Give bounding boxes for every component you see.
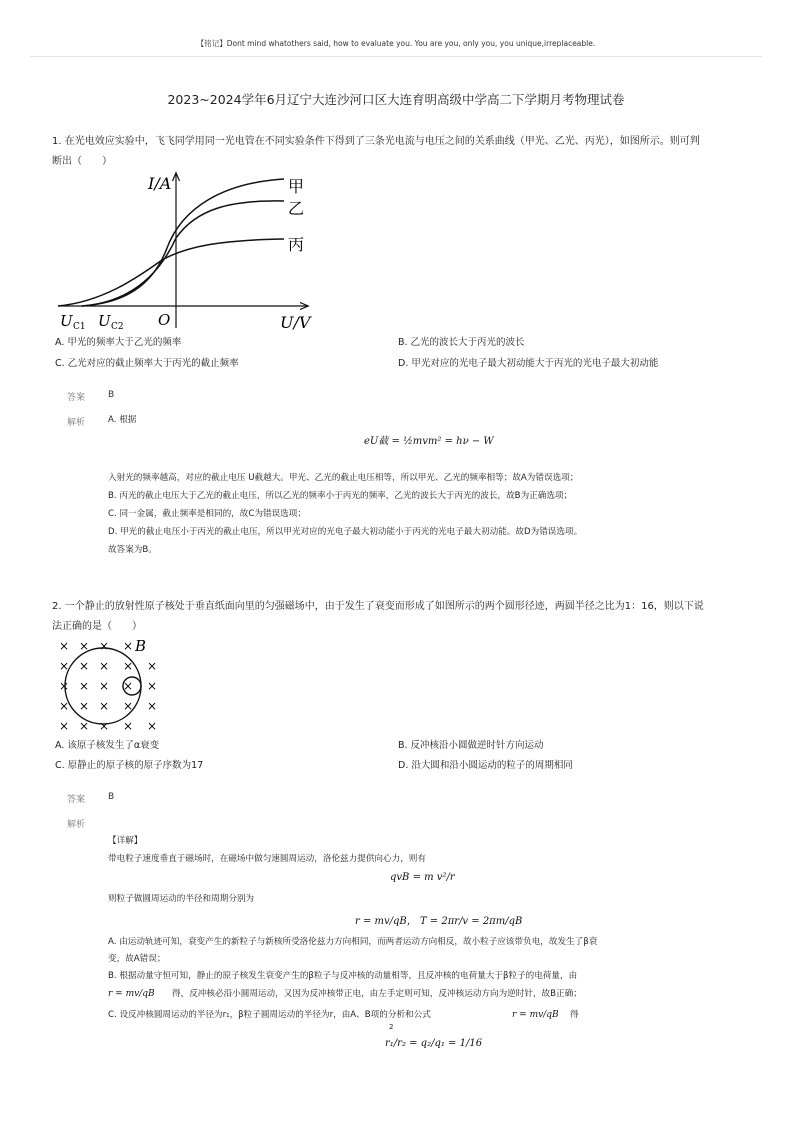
q1-answer: B <box>108 390 115 400</box>
q2-option-c: C. 原静止的原子核的原子序数为17 <box>55 760 204 771</box>
q2-formula-r-2: r = mv/qB <box>512 1010 559 1020</box>
label-yi: 乙 <box>288 199 305 218</box>
q2-subscript-2: 2 <box>389 1023 394 1031</box>
y-axis-label: I/A <box>148 174 172 193</box>
q2-analysis-line-4b: 得，反冲核必沿小圆周运动，又因为反冲核带正电，由左手定则可知，反冲核运动方向为逆时针，故B正确； <box>172 989 582 999</box>
field-cross: × <box>59 659 70 673</box>
field-cross: × <box>79 679 90 693</box>
curve-jia <box>82 179 284 306</box>
q2-analysis-line-5-end: 得 <box>570 1010 579 1020</box>
field-cross: × <box>123 639 134 653</box>
q2-stem-line2: 法正确的是（ ） <box>52 621 142 632</box>
field-cross: × <box>147 679 158 693</box>
q2-answer-label: 答案 <box>67 795 86 805</box>
q2-magnetic-field-figure <box>55 632 165 734</box>
field-label-b: B <box>135 637 147 655</box>
q1-stem-line2: 断出（ ） <box>52 156 112 167</box>
field-cross: × <box>147 719 158 733</box>
page-title: 2023~2024学年6月辽宁大连沙河口区大连育明高级中学高二下学期月考物理试卷 <box>167 92 625 107</box>
q2-analysis-line-1: 带电粒子速度垂直于磁场时，在磁场中做匀速圆周运动，洛伦兹力提供向心力，则有 <box>108 854 426 864</box>
field-cross: × <box>79 699 90 713</box>
header-motto: 【铭记】Dont mind whatothers said, how to evaluate you. You are you, only you, you unique,irreplaceable. <box>196 39 596 48</box>
q1-analysis-label: 解析 <box>67 418 86 428</box>
label-jia: 甲 <box>288 177 305 196</box>
field-cross: × <box>123 679 134 693</box>
field-cross: × <box>99 719 110 733</box>
field-cross: × <box>79 719 90 733</box>
field-cross: × <box>59 679 70 693</box>
field-cross: × <box>99 679 110 693</box>
q1-formula: eU截 = ½mvm² = hν − W <box>364 436 494 447</box>
header-divider <box>30 56 762 57</box>
field-cross: × <box>99 659 110 673</box>
q1-analysis-line-4: D. 甲光的截止电压小于丙光的截止电压，所以甲光对应的光电子最大初动能小于丙光的光电子最大初动能。故D为错误选项。 <box>108 527 583 537</box>
q1-stem-line1: 1. 在光电效应实验中，飞飞同学用同一光电管在不同实验条件下得到了三条光电流与电压之间的关系曲线（甲光、乙光、丙光），如图所示。则可判 <box>52 136 700 147</box>
q1-analysis-line-2: B. 丙光的截止电压大于乙光的截止电压，所以乙光的频率小于丙光的频率，乙光的波长大于丙光的波长，故B为正确选项； <box>108 491 573 501</box>
q2-analysis-line-5: C. 设反冲核圆周运动的半径为r₁，β粒子圆周运动的半径为r，由A、B项的分析和公式 <box>108 1010 431 1020</box>
q1-iv-graph <box>52 168 322 333</box>
q1-option-d: D. 甲光对应的光电子最大初动能大于丙光的光电子最大初动能 <box>398 358 659 369</box>
field-cross: × <box>59 699 70 713</box>
field-cross: × <box>99 699 110 713</box>
label-bing: 丙 <box>288 235 305 254</box>
field-cross: × <box>123 719 134 733</box>
field-cross: × <box>147 659 158 673</box>
q2-answer: B <box>108 792 115 802</box>
uc2-sub: C2 <box>111 322 124 332</box>
q2-stem-line1: 2. 一个静止的放射性原子核处于垂直纸面向里的匀强磁场中，由于发生了衰变而形成了如图所示的两个圆形径迹，两圆半径之比为1：16，则以下说 <box>52 601 704 612</box>
field-cross: × <box>123 659 134 673</box>
q2-option-b: B. 反冲核沿小圆做逆时针方向运动 <box>398 740 544 751</box>
field-cross: × <box>99 639 110 653</box>
x-axis-label: U/V <box>280 313 311 332</box>
uc2-label: U <box>98 312 111 330</box>
q1-analysis-intro: A. 根据 <box>108 415 137 425</box>
q2-analysis-line-3b: 变，故A错误； <box>108 954 166 964</box>
q2-option-d: D. 沿大圆和沿小圆运动的粒子的周期相同 <box>398 760 573 771</box>
q1-option-c: C. 乙光对应的截止频率大于丙光的截止频率 <box>55 358 239 369</box>
field-cross: × <box>59 719 70 733</box>
field-cross: × <box>147 699 158 713</box>
field-cross: × <box>79 639 90 653</box>
q2-analysis-line-3a: A. 由运动轨迹可知，衰变产生的新粒子与新核所受洛伦兹力方向相同，而两者运动方向相反，故小粒子应该带负电，故发生了β衰 <box>108 937 598 947</box>
q2-analysis-line-4a: B. 根据动量守恒可知，静止的原子核发生衰变产生的β粒子与反冲核的动量相等，且反冲核的电荷量大于β粒子的电荷量，由 <box>108 971 578 981</box>
q2-formula-1: qvB = m v²/r <box>390 872 455 883</box>
q2-detail-tag: 【详解】 <box>108 836 143 846</box>
uc1-label: U <box>60 312 73 330</box>
q2-formula-r: r = mv/qB <box>108 989 155 999</box>
q2-analysis-line-2: 则粒子做圆周运动的半径和周期分别为 <box>108 894 255 904</box>
field-cross: × <box>59 639 70 653</box>
q2-formula-3: r₁/r₂ = q₂/q₁ = 1/16 <box>385 1038 483 1049</box>
field-cross: × <box>79 659 90 673</box>
q2-analysis-label: 解析 <box>67 820 86 830</box>
q1-option-b: B. 乙光的波长大于丙光的波长 <box>398 337 525 348</box>
q1-answer-label: 答案 <box>67 393 86 403</box>
q2-formula-2: r = mv/qB， T = 2πr/v = 2πm/qB <box>355 916 523 927</box>
uc1-sub: C1 <box>73 322 86 332</box>
field-cross: × <box>123 699 134 713</box>
q1-option-a: A. 甲光的频率大于乙光的频率 <box>55 337 182 348</box>
q1-analysis-line-3: C. 同一金属，截止频率是相同的，故C为错误选项； <box>108 509 306 519</box>
origin-label: O <box>158 311 171 329</box>
q1-analysis-line-1: 入射光的频率越高，对应的截止电压 U截越大。甲光、乙光的截止电压相等，所以甲光、乙光的频率相等；故A为错误选项； <box>108 473 579 483</box>
q1-analysis-line-5: 故答案为B。 <box>108 545 157 555</box>
q2-option-a: A. 该原子核发生了α衰变 <box>55 740 160 751</box>
